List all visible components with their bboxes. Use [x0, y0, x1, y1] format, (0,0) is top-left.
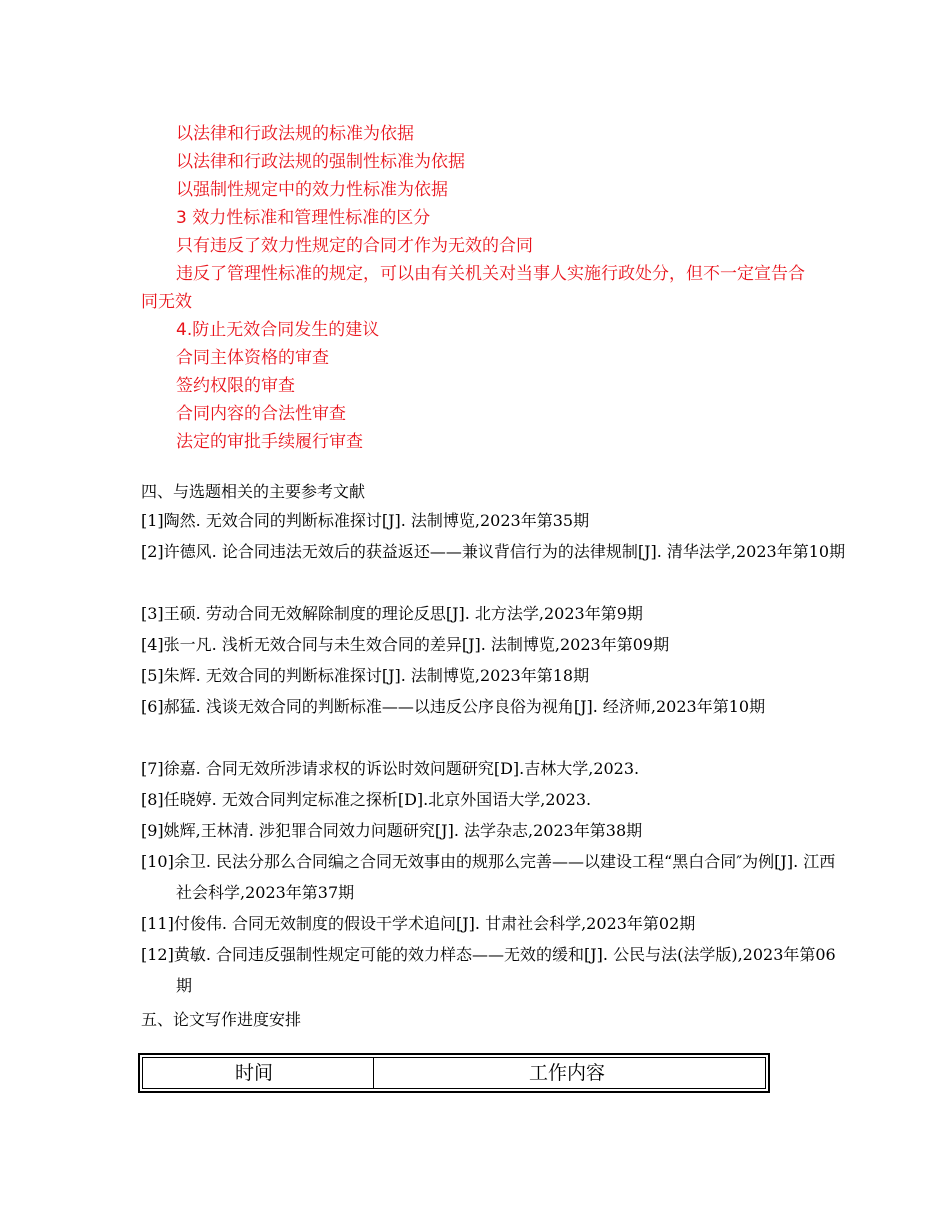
outline-line: 法定的审批手续履行审查 — [176, 432, 363, 452]
outline-line: 只有违反了效力性规定的合同才作为无效的合同 — [176, 236, 533, 256]
outline-heading-4: 4.防止无效合同发生的建议 — [176, 320, 380, 340]
outline-line: 以法律和行政法规的强制性标准为依据 — [176, 152, 465, 172]
references-heading: 四、与选题相关的主要参考文献 — [141, 482, 366, 501]
outline-line: 以法律和行政法规的标准为依据 — [176, 124, 414, 144]
table-header-work-content: 工作内容 — [529, 1062, 606, 1084]
schedule-heading: 五、论文写作进度安排 — [141, 1010, 302, 1029]
reference-item: [3]王硕. 劳动合同无效解除制度的理论反思[J]. 北方法学,2023年第9期 — [141, 604, 643, 623]
reference-item: [8]任晓婷. 无效合同判定标准之探析[D].北京外国语大学,2023. — [141, 790, 592, 809]
outline-line: 以强制性规定中的效力性标准为依据 — [176, 180, 448, 200]
schedule-table — [138, 1053, 770, 1093]
reference-item: [11]付俊伟. 合同无效制度的假设干学术追问[J]. 甘肃社会科学,2023年第02期 — [141, 914, 696, 933]
outline-line: 签约权限的审查 — [176, 376, 295, 396]
outline-line: 合同主体资格的审查 — [176, 348, 329, 368]
table-column-divider — [373, 1058, 374, 1088]
reference-item: [12]黄敏. 合同违反强制性规定可能的效力样态——无效的缓和[J]. 公民与法(法学版),2023年第06期 — [141, 945, 836, 995]
reference-item: [6]郝猛. 浅谈无效合同的判断标准——以违反公序良俗为视角[J]. 经济师,2023年第10期 — [141, 697, 766, 716]
outline-heading-3: 3 效力性标准和管理性标准的区分 — [176, 208, 431, 228]
outline-paragraph: 违反了管理性标准的规定，可以由有关机关对当事人实施行政处分，但不一定宣告合同无效 — [141, 264, 805, 312]
reference-item: [9]姚辉,王林清. 涉犯罪合同效力问题研究[J]. 法学杂志,2023年第38期 — [141, 821, 643, 840]
table-header-time: 时间 — [235, 1062, 274, 1084]
reference-item: [2]许德风. 论合同违法无效后的获益返还——兼议背信行为的法律规制[J]. 清华法学,2023年第10期 — [141, 542, 846, 561]
reference-item: [5]朱辉. 无效合同的判断标准探讨[J]. 法制博览,2023年第18期 — [141, 666, 590, 685]
reference-item: [4]张一凡. 浅析无效合同与未生效合同的差异[J]. 法制博览,2023年第09期 — [141, 635, 670, 654]
reference-item: [7]徐嘉. 合同无效所涉请求权的诉讼时效问题研究[D].吉林大学,2023. — [141, 759, 640, 778]
reference-item: [10]余卫. 民法分那么合同编之合同无效事由的规那么完善——以建设工程“黑白合同″为例[J]. 江西社会科学,2023年第37期 — [141, 852, 836, 902]
outline-line: 合同内容的合法性审查 — [176, 404, 346, 424]
reference-item: [1]陶然. 无效合同的判断标准探讨[J]. 法制博览,2023年第35期 — [141, 511, 590, 530]
